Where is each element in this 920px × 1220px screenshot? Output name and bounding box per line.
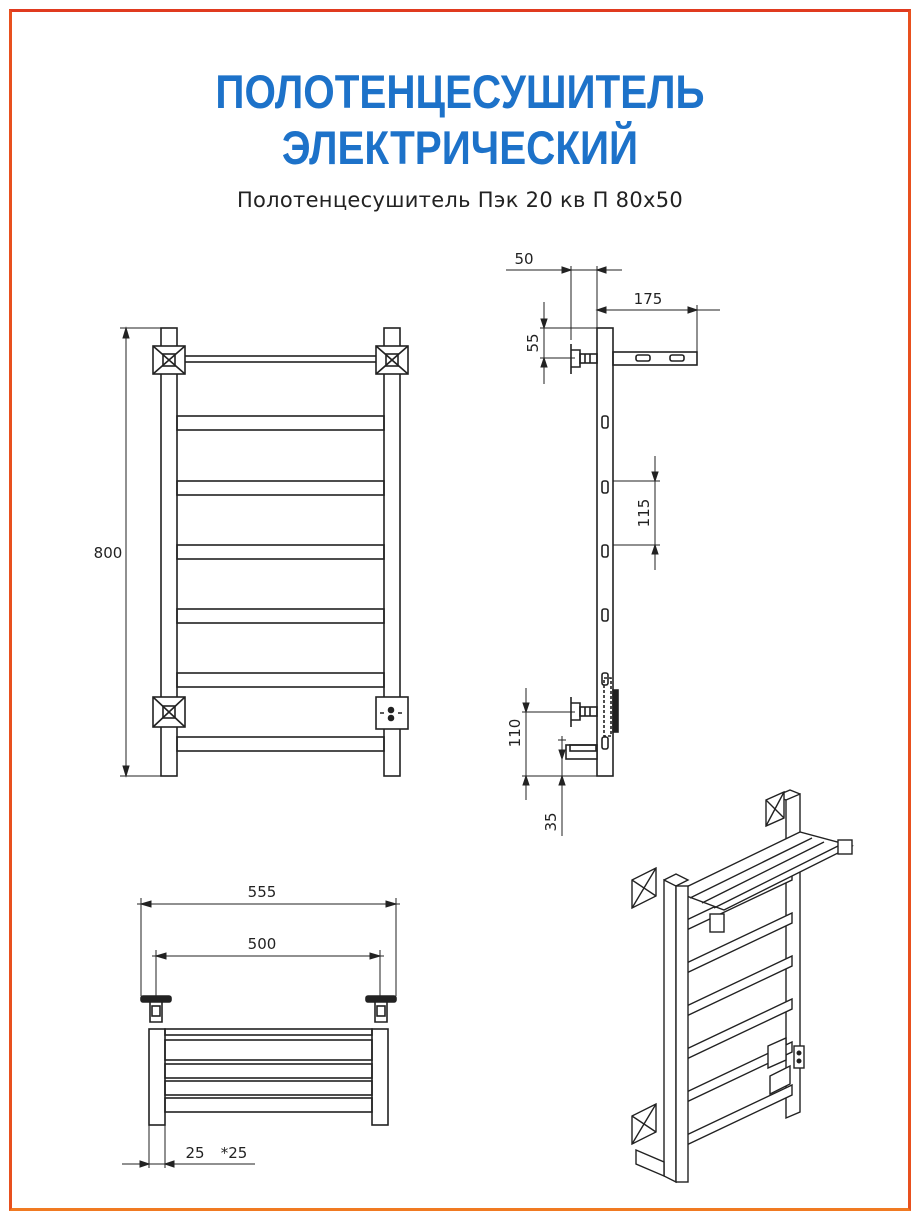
wall-mount-bottom (571, 678, 618, 736)
wall-mount-top (571, 344, 597, 374)
dimension-175 (597, 305, 720, 352)
label-35: 35 (542, 812, 560, 832)
label-175: 175 (633, 290, 663, 308)
isometric-view (632, 790, 852, 1182)
top-mount-left (141, 996, 171, 1022)
dimension-500 (152, 950, 384, 996)
label-500: 500 (247, 935, 277, 953)
label-25-section: *25 (220, 1144, 248, 1162)
iso-rungs (676, 870, 792, 1150)
label-110: 110 (506, 718, 524, 748)
wall-bracket-top-right (376, 346, 408, 374)
title-line-2: ЭЛЕКТРИЧЕСКИЙ (281, 121, 639, 174)
dimension-55 (540, 302, 597, 384)
label-50: 50 (514, 250, 534, 268)
label-555: 555 (247, 883, 277, 901)
top-mount-right (366, 996, 396, 1022)
wall-bracket-top-left (153, 346, 185, 374)
wall-bracket-bottom-left (153, 697, 185, 727)
heater-box-bottom-right (376, 697, 408, 729)
title-line-1: ПОЛОТЕНЦЕСУШИТЕЛЬ (215, 65, 705, 118)
front-view (120, 328, 408, 776)
top-bar (177, 356, 384, 362)
product-subtitle: Полотенцесушитель Пэк 20 кв П 80х50 (236, 188, 684, 212)
label-25: 25 (185, 1144, 205, 1162)
label-800: 800 (93, 544, 123, 562)
rungs (177, 416, 384, 751)
label-115: 115 (635, 498, 653, 528)
label-55: 55 (524, 333, 542, 353)
